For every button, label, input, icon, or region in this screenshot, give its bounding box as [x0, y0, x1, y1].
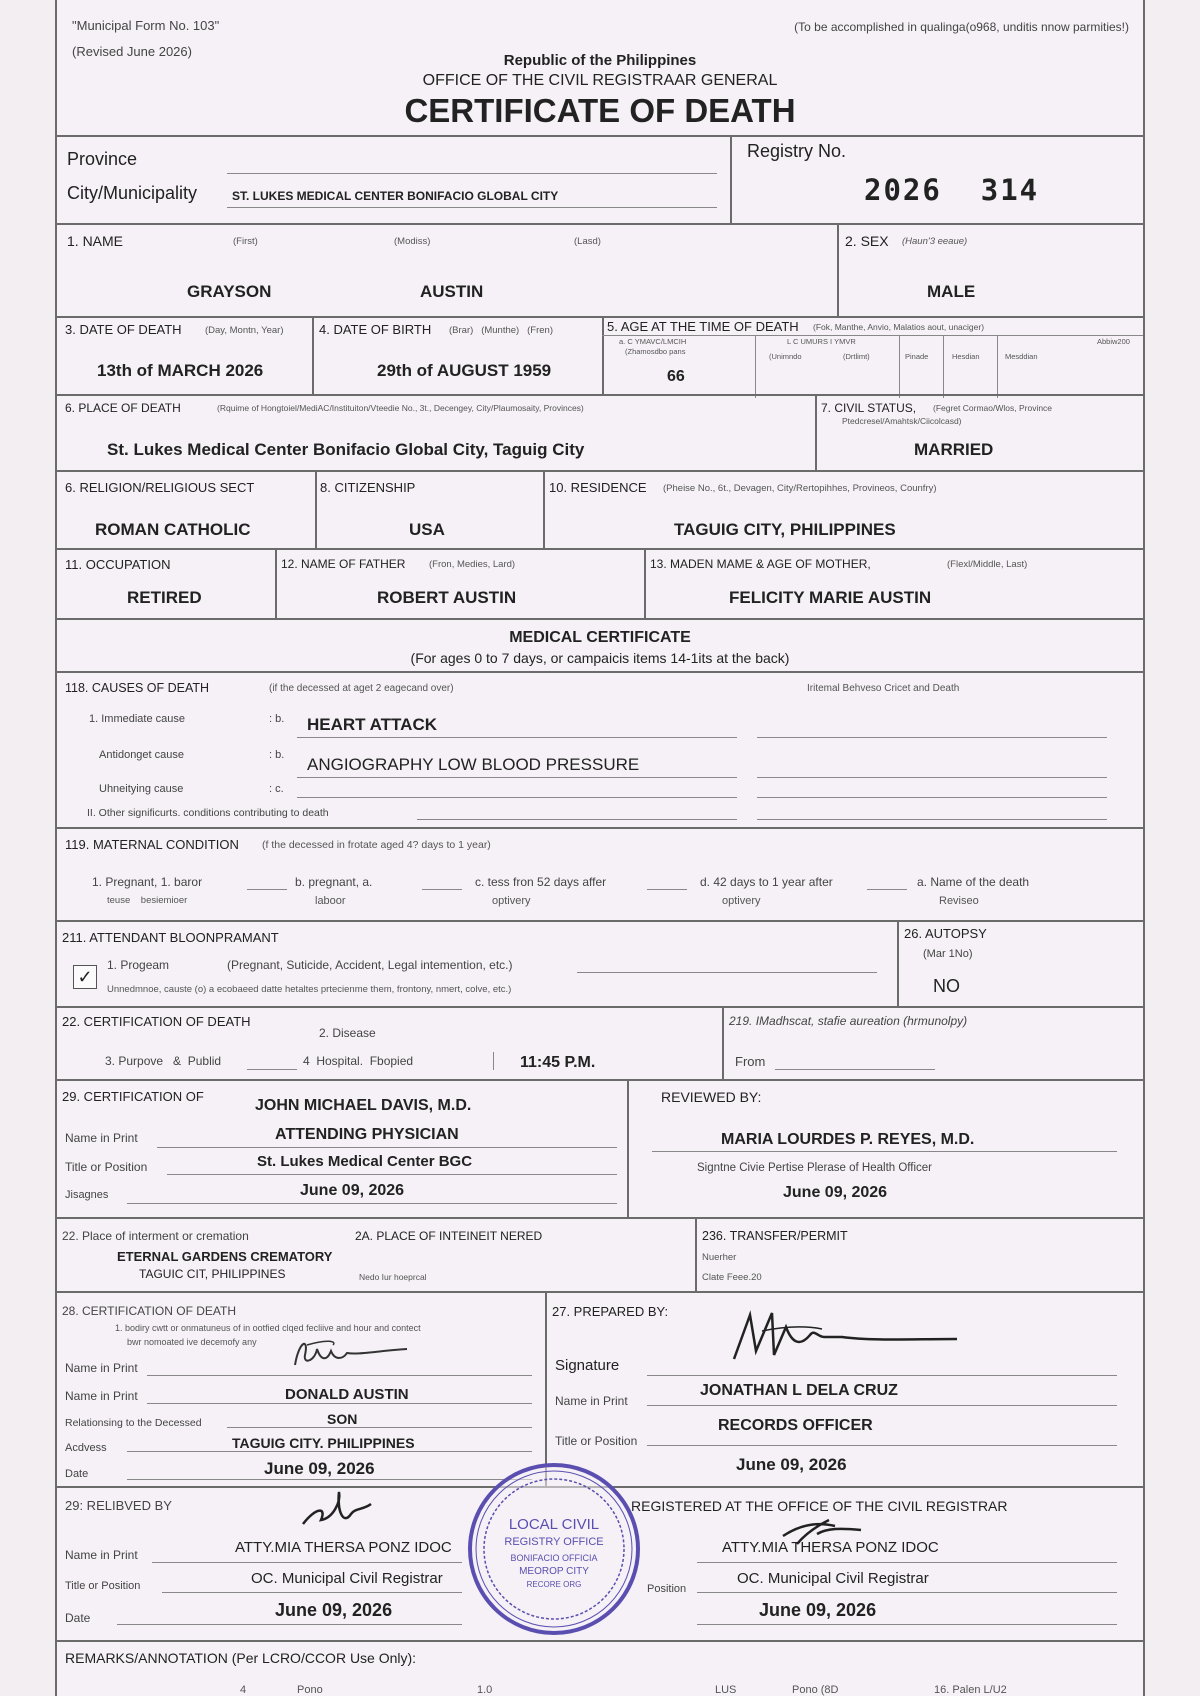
preparer-np-label: Name in Print	[555, 1394, 628, 1408]
attendant-option-2: Unnedmnoe, causte (o) a ecobaeed datte hetaltes prtecienme them, frontony, nmert, colve, etc.)	[107, 984, 512, 995]
maternal-hint: (f the decessed in frotate aged 4? days to 1 year)	[262, 839, 491, 851]
attendant-checkbox[interactable]: ✓	[73, 965, 97, 989]
maternal-option-d-sub: optivery	[722, 895, 761, 907]
place-label: 6. PLACE OF DEATH	[65, 401, 181, 415]
remarks-col-2: Pono	[297, 1684, 323, 1696]
birth-date: 29th of AUGUST 1959	[377, 361, 552, 380]
civil-status-hint-2: Ptedcresel/Amahtsk/Ciicolcasd)	[842, 416, 962, 426]
causes-hint: (if the decessed at aget 2 eagecand over)	[269, 683, 454, 694]
registrar-title: OC. Municipal Civil Registrar	[737, 1570, 929, 1587]
from-label: From	[735, 1054, 766, 1069]
informant-date: June 09, 2026	[264, 1459, 375, 1478]
maternal-option-c: c. tess fron 52 days affer	[475, 875, 607, 889]
stamp-line-1: LOCAL CIVIL	[508, 1516, 600, 1533]
maternal-section	[57, 827, 1143, 922]
place-interment-hint: Nedo Iur hoeprcal	[359, 1272, 427, 1282]
receiver-name: ATTY.MIA THERSA PONZ IDOC	[235, 1539, 452, 1556]
causes-label: 118. CAUSES OF DEATH	[65, 681, 210, 695]
maternal-option-a-sub: teuse besiemioer	[107, 895, 188, 906]
age-sub-4: (Unimndo	[769, 352, 802, 361]
receiver-date-label: Date	[65, 1611, 91, 1625]
immediate-cause-label: 1. Immediate cause	[89, 713, 185, 725]
remarks-col-1: 4	[240, 1684, 247, 1696]
maternal-option-e-sub: Reviseo	[939, 895, 979, 907]
age-sub-5: (Drtlimt)	[843, 352, 870, 361]
registry-number: 2026 314	[864, 173, 1040, 207]
father-hint: (Fron, Medies, Lard)	[429, 559, 516, 570]
age-hint: (Fok, Manthe, Anvio, Malatios aout, unaciger)	[813, 322, 985, 332]
informant-np-label-1: Name in Print	[65, 1361, 138, 1375]
time-of-death: 11:45 P.M.	[520, 1054, 596, 1071]
reviewer-date: June 09, 2026	[783, 1184, 888, 1201]
informant-date-label: Date	[65, 1468, 89, 1480]
informant-section	[57, 1291, 1143, 1488]
certification-section	[57, 1079, 1143, 1219]
preparer-tp-label: Title or Position	[555, 1434, 638, 1448]
autopsy-label: 26. AUTOPSY	[904, 926, 987, 941]
residence-label: 10. RESIDENCE	[549, 480, 647, 495]
certifier-np-label: Name in Print	[65, 1131, 138, 1145]
certificate-page	[55, 0, 1145, 1696]
first-name: GRAYSON	[187, 282, 272, 301]
address-label: Acdvess	[65, 1442, 107, 1454]
reviewer-name: MARIA LOURDES P. REYES, M.D.	[721, 1131, 975, 1148]
receiver-title: OC. Municipal Civil Registrar	[251, 1570, 443, 1587]
death-date: 13th of MARCH 2026	[97, 361, 264, 380]
maternal-option-c-sub: optivery	[492, 895, 531, 907]
civil-status: MARRIED	[914, 440, 994, 459]
place-interment-label: 2A. PLACE OF INTEINEIT NERED	[355, 1229, 543, 1243]
maternal-label: 119. MATERNAL CONDITION	[65, 837, 239, 852]
registrar-name: ATTY.MIA THERSA PONZ IDOC	[722, 1539, 939, 1556]
residence-hint: (Pheise No., 6t., Devagen, City/Rertopihhes, Provineos, Counfry)	[663, 483, 937, 494]
cert-death-right-label: 219. IMadhscat, stafie aureation (hrmunolpy)	[729, 1014, 968, 1028]
autopsy-hint: (Mar 1No)	[923, 948, 973, 960]
cert-death-purpose: 3. Purpove & Publid	[105, 1054, 222, 1068]
registry-label: Registry No.	[747, 141, 847, 161]
form-revision: (Revised June 2026)	[72, 44, 192, 59]
informant-label: 28. CERTIFICATION OF DEATH	[62, 1304, 237, 1318]
city-label: City/Municipality	[67, 183, 198, 203]
age-label: 5. AGE AT THE TIME OF DEATH	[607, 319, 799, 334]
preparer-signature	[722, 1307, 962, 1367]
religion-section	[57, 470, 1143, 550]
religion-value: ROMAN CATHOLIC	[95, 520, 251, 539]
death-date-hint: (Day, Montn, Year)	[205, 325, 284, 336]
attendant-option-1: 1. Progeam	[107, 958, 170, 972]
remarks-col-4: LUS	[715, 1684, 737, 1696]
place-section	[57, 394, 1143, 472]
cause-letter-3: : c.	[269, 783, 284, 795]
remarks-section	[57, 1640, 1143, 1696]
stamp-line-3: BONIFACIO OFFICIA	[510, 1553, 598, 1563]
last-name-label: (Lasd)	[574, 236, 601, 247]
attendant-section	[57, 920, 1143, 1008]
mother-label: 13. MADEN MAME & AGE OF MOTHER,	[650, 557, 871, 571]
age-sub-9: Abbiw200	[1097, 337, 1130, 346]
reviewer-title: Signtne Civie Pertise Plerase of Health Officer	[697, 1162, 933, 1174]
underlying-cause-label: Uhneitying cause	[99, 783, 184, 795]
receiver-np-label: Name in Print	[65, 1548, 138, 1562]
antecedent-cause-label: Antidonget cause	[99, 749, 185, 761]
autopsy-value: NO	[933, 976, 960, 996]
certifier-date: June 09, 2026	[300, 1182, 405, 1199]
form-number: "Municipal Form No. 103"	[72, 18, 220, 33]
last-name: AUSTIN	[420, 282, 484, 301]
relationship-label: Relationsing to the Decessed	[65, 1417, 202, 1429]
occupation-label: 11. OCCUPATION	[65, 557, 171, 572]
medical-subtitle: (For ages 0 to 7 days, or campaicis items 14-1its at the back)	[410, 650, 790, 666]
medical-title: MEDICAL CERTIFICATE	[509, 629, 691, 646]
cause-letter-2: : b.	[269, 749, 285, 761]
dates-section	[57, 316, 1143, 396]
sex-value: MALE	[927, 282, 976, 301]
first-name-label: (First)	[233, 236, 258, 247]
interval-label: Iritemal Behveso Cricet and Death	[807, 683, 960, 694]
medical-header	[57, 618, 1143, 673]
registry-stamp	[467, 1462, 641, 1636]
father-name: ROBERT AUSTIN	[377, 588, 517, 607]
transfer-number-label: Nuerher	[702, 1252, 737, 1263]
certifier-sig-label: Jisagnes	[65, 1189, 109, 1201]
registrar-position-label: Position	[647, 1583, 687, 1595]
city-value: ST. LUKES MEDICAL CENTER BONIFACIO GLOBAL CITY	[232, 189, 559, 203]
form-note: (To be accomplished in qualinga(o968, unditis nnow parmities!)	[794, 20, 1129, 34]
republic-line: Republic of the Philippines	[503, 52, 697, 69]
residence-value: TAGUIG CITY, PHILIPPINES	[674, 520, 896, 539]
address-value: TAGUIG CITY. PHILIPPINES	[232, 1435, 415, 1451]
age-sub-3: (Zhamosdbo pans	[625, 347, 686, 356]
civil-status-label: 7. CIVIL STATUS,	[821, 401, 917, 415]
age-sub-1: a. C YMAVC/LMCIH	[619, 337, 687, 346]
prepared-label: 27. PREPARED BY:	[552, 1304, 669, 1319]
family-section	[57, 548, 1143, 620]
age-sub-7: Hesdian	[952, 352, 980, 361]
cause-letter-1: : b.	[269, 713, 285, 725]
certifier-institution: St. Lukes Medical Center BGC	[257, 1153, 473, 1170]
preparer-sig-label: Signature	[555, 1357, 620, 1374]
middle-name-label: (Modiss)	[394, 236, 431, 247]
burial-place: ETERNAL GARDENS CREMATORY	[117, 1249, 333, 1264]
office-line: OFFICE OF THE CIVIL REGISTRAAR GENERAL	[422, 72, 778, 89]
burial-place-2: TAGUIC CIT, PHILIPPINES	[139, 1267, 286, 1281]
cert-death-disease: 2. Disease	[319, 1026, 376, 1040]
birth-date-label: 4. DATE OF BIRTH	[319, 322, 432, 337]
stamp-line-4: MEOROP CITY	[519, 1566, 589, 1577]
receiver-signature	[297, 1488, 377, 1536]
receiver-date: June 09, 2026	[275, 1600, 393, 1620]
age-value: 66	[667, 368, 685, 385]
informant-text-2: bwr nomoated ive decemofy any	[127, 1337, 257, 1347]
age-sub-2: L C UMURS I YMVR	[787, 337, 856, 346]
maternal-option-e: a. Name of the death	[917, 875, 1030, 889]
stamp-ring-icon	[467, 1462, 641, 1636]
death-date-label: 3. DATE OF DEATH	[65, 322, 182, 337]
father-label: 12. NAME OF FATHER	[281, 557, 406, 571]
remarks-col-3: 1.0	[477, 1684, 493, 1696]
age-sub-6: Pinade	[905, 352, 929, 361]
citizenship-value: USA	[409, 520, 445, 539]
maternal-option-b-sub: laboor	[315, 895, 346, 907]
other-conditions-label: II. Other significurts. conditions contributing to death	[87, 807, 329, 819]
maternal-option-a: 1. Pregnant, 1. baror	[92, 875, 203, 889]
religion-label: 6. RELIGION/RELIGIOUS SECT	[65, 480, 255, 495]
certifier-position: ATTENDING PHYSICIAN	[275, 1126, 459, 1143]
transfer-date-label: Clate Feee.20	[702, 1272, 762, 1283]
relationship-value: SON	[327, 1411, 358, 1427]
certification-label: 29. CERTIFICATION OF	[62, 1089, 204, 1104]
certifier-name: JOHN MICHAEL DAVIS, M.D.	[255, 1097, 472, 1114]
citizenship-label: 8. CITIZENSHIP	[320, 480, 416, 495]
preparer-date: June 09, 2026	[736, 1455, 847, 1474]
certifier-tp-label: Title or Position	[65, 1160, 148, 1174]
preparer-title: RECORDS OFFICER	[718, 1417, 873, 1434]
stamp-line-5: RECORE ORG	[526, 1580, 582, 1589]
civil-status-hint: (Fegret Cormao/Wlos, Province	[933, 403, 1053, 413]
mother-hint: (Flexl/Middle, Last)	[947, 559, 1028, 570]
name-label: 1. NAME	[67, 233, 124, 249]
maternal-option-b: b. pregnant, a.	[295, 875, 373, 889]
received-label: 29: RELIBVED BY	[65, 1498, 172, 1513]
registered-label: REGISTERED AT THE OFFICE OF THE CIVIL REGISTRAR	[631, 1498, 1008, 1514]
burial-section	[57, 1217, 1143, 1293]
attendant-label: 211. ATTENDANT BLOONPRAMANT	[62, 930, 279, 945]
page-title: CERTIFICATE OF DEATH	[404, 92, 796, 129]
maternal-option-d: d. 42 days to 1 year after	[700, 875, 833, 889]
causes-section	[57, 671, 1143, 829]
remarks-col-5: Pono (8D	[792, 1684, 839, 1696]
age-sub-8: Mesddian	[1005, 352, 1038, 361]
name-section	[57, 223, 1143, 318]
mother-name: FELICITY MARIE AUSTIN	[729, 588, 932, 607]
cert-death-label: 22. CERTIFICATION OF DEATH	[62, 1014, 251, 1029]
birth-date-hint: (Brar) (Munthe) (Fren)	[449, 325, 553, 336]
sex-hint: (Haun'3 eeaue)	[902, 236, 968, 247]
registrar-date: June 09, 2026	[759, 1600, 877, 1620]
burial-label: 22. Place of interment or cremation	[62, 1229, 249, 1243]
informant-signature	[287, 1331, 417, 1375]
informant-np-label-2: Name in Print	[65, 1389, 138, 1403]
transfer-label: 236. TRANSFER/PERMIT	[702, 1229, 848, 1243]
cert-death-section	[57, 1006, 1143, 1081]
place-value: St. Lukes Medical Center Bonifacio Global City, Taguig City	[107, 440, 585, 459]
preparer-name: JONATHAN L DELA CRUZ	[700, 1382, 898, 1399]
informant-name: DONALD AUSTIN	[285, 1386, 409, 1403]
cert-death-hospital: 4 Hospital. Fbopied	[303, 1054, 414, 1068]
receiver-tp-label: Title or Position	[65, 1580, 141, 1592]
immediate-cause-value: HEART ATTACK	[307, 715, 437, 734]
province-label: Province	[67, 149, 138, 169]
informant-text-1: 1. bodiry cwtt or onmatuneus of in ootfied clqed fecliive and hour and contect	[115, 1323, 421, 1333]
stamp-line-2: REGISTRY OFFICE	[504, 1536, 604, 1548]
occupation-value: RETIRED	[127, 588, 202, 607]
attendant-option-1-hint: (Pregnant, Suticide, Accident, Legal intemention, etc.)	[227, 958, 513, 972]
reviewed-label: REVIEWED BY:	[661, 1089, 762, 1105]
remarks-col-6: 16. Palen L/U2	[934, 1684, 1007, 1696]
remarks-label: REMARKS/ANNOTATION (Per LCRO/CCOR Use Only):	[65, 1650, 417, 1666]
location-section	[57, 135, 1143, 225]
antecedent-cause-value: ANGIOGRAPHY LOW BLOOD PRESSURE	[307, 755, 640, 774]
sex-label: 2. SEX	[845, 233, 889, 249]
place-hint: (Rquime of Hongtoiel/MediAC/Instituiton/Vteedie No., 3t., Decengey, City/Plaumosaity, Provinces)	[217, 403, 584, 413]
